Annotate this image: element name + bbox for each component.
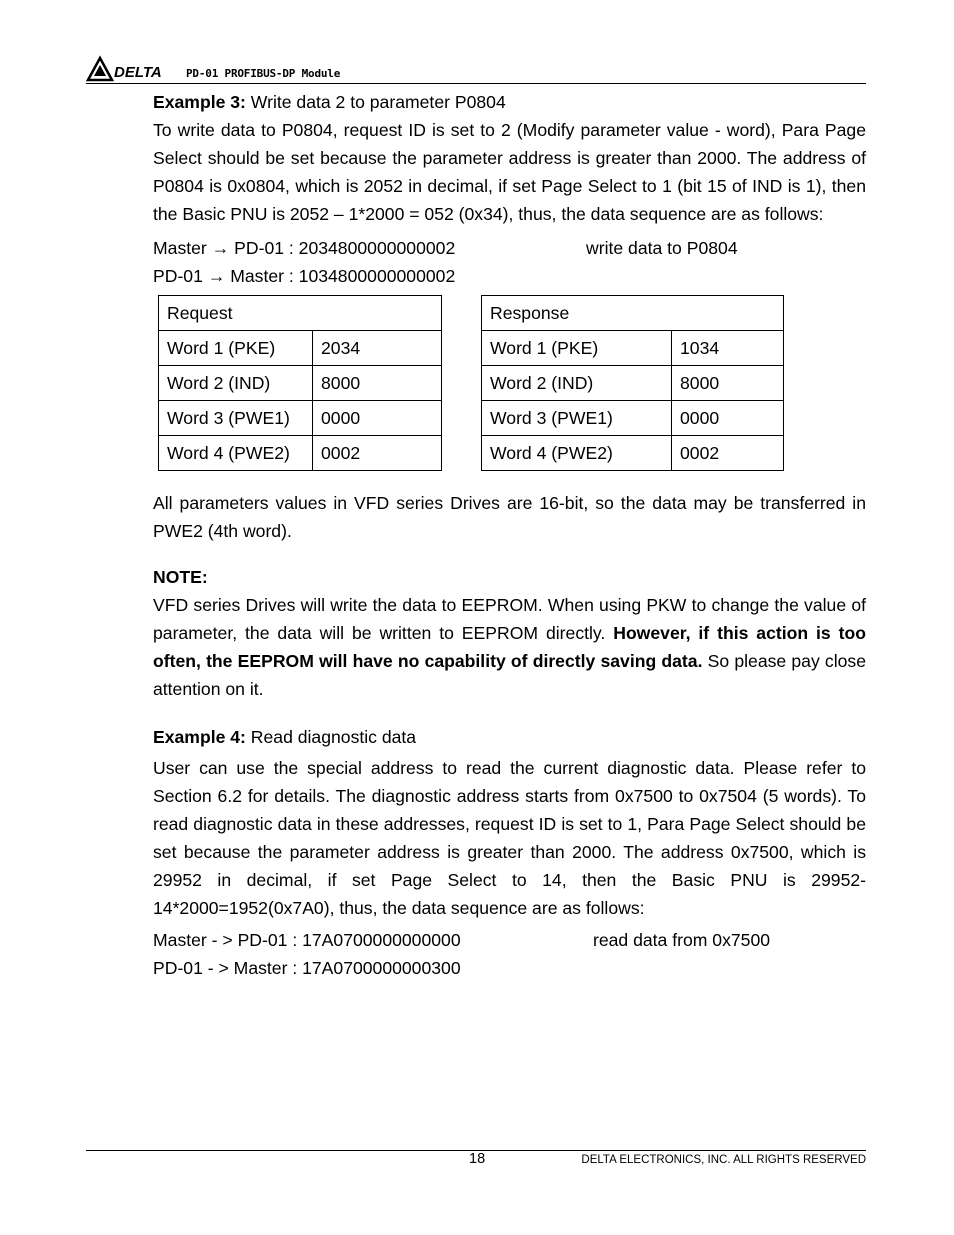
example4-command-master: Master - > PD-01 : 17A0700000000000 read data from 0x7500 bbox=[153, 926, 866, 954]
response-table bbox=[481, 295, 784, 471]
page-header bbox=[86, 52, 866, 84]
example3-command-master: Master → PD-01 : 2034800000000002 write data to P0804 bbox=[153, 234, 866, 262]
request-table bbox=[158, 295, 442, 471]
table-row: Word 4 (PWE2) 0002 bbox=[159, 436, 442, 471]
example3-command-pd01: PD-01 → Master : 1034800000000002 bbox=[153, 266, 456, 286]
copyright-notice: DELTA ELECTRONICS, INC. ALL RIGHTS RESERVED bbox=[581, 1154, 866, 1166]
response-table-header: Response bbox=[482, 296, 784, 331]
note-heading: NOTE: bbox=[153, 567, 208, 587]
delta-logo bbox=[86, 54, 176, 82]
request-table-header: Request bbox=[159, 296, 442, 331]
example3-body: To write data to P0804, request ID is set to 2 (Modify parameter value - word), Para Page Select should be set because the parameter address is greater than 2000. The address of P0804 is 0x0804, which is 2052 in decimal, if set Page Select to 1 (bit 15 of IND is 1), then the Basic PNU is 2052 – 1*2000 = 052 (0x34), thus, the data sequence are as follows: bbox=[153, 120, 866, 224]
table-row: Word 1 (PKE) 1034 bbox=[482, 331, 784, 366]
table-row: Word 2 (IND) 8000 bbox=[482, 366, 784, 401]
table-row: Word 1 (PKE) 2034 bbox=[159, 331, 442, 366]
page-content bbox=[153, 88, 866, 982]
page-number: 18 bbox=[469, 1151, 486, 1167]
data-tables bbox=[153, 295, 866, 473]
svg-text:DELTA: DELTA bbox=[114, 64, 162, 81]
example4-command-note: read data from 0x7500 bbox=[593, 930, 771, 950]
table-row: Word 3 (PWE1) 0000 bbox=[159, 401, 442, 436]
example4-body: User can use the special address to read the current diagnostic data. Please refer to Section 6.2 for details. The diagnostic address starts from 0x7500 to 0x7504 (5 words). To read diagnostic data in these addresses, request ID is set to 1, Para Page Select should be set because the parameter address is greater than 2000. The address 0x7500, which is 29952 in decimal, if set Page Select to 14, then the Basic PNU is 29952-14*2000=1952(0x7A0), thus, the data sequence are as follows: bbox=[153, 758, 866, 918]
table-row: Word 4 (PWE2) 0002 bbox=[482, 436, 784, 471]
header-divider bbox=[86, 83, 866, 84]
example4-command-pd01: PD-01 - > Master : 17A0700000000300 bbox=[153, 958, 461, 978]
example3-command-note: write data to P0804 bbox=[586, 238, 738, 258]
note-body: VFD series Drives will write the data to EEPROM. When using PKW to change the value of parameter, the data will be written to EEPROM directly. However, if this action is too often, the EEPROM will have no capability of directly saving data. So please pay close attention on it. bbox=[153, 595, 867, 699]
table-row: Word 2 (IND) 8000 bbox=[159, 366, 442, 401]
document-title: PD-01 PROFIBUS-DP Module bbox=[186, 67, 341, 80]
example4-heading: Example 4: Read diagnostic data bbox=[153, 727, 417, 747]
table-row: Word 3 (PWE1) 0000 bbox=[482, 401, 784, 436]
params-note: All parameters values in VFD series Drives are 16-bit, so the data may be transferred in PWE2 (4th word). bbox=[153, 493, 866, 541]
example3-heading: Example 3: Write data 2 to parameter P0804 bbox=[153, 92, 506, 112]
